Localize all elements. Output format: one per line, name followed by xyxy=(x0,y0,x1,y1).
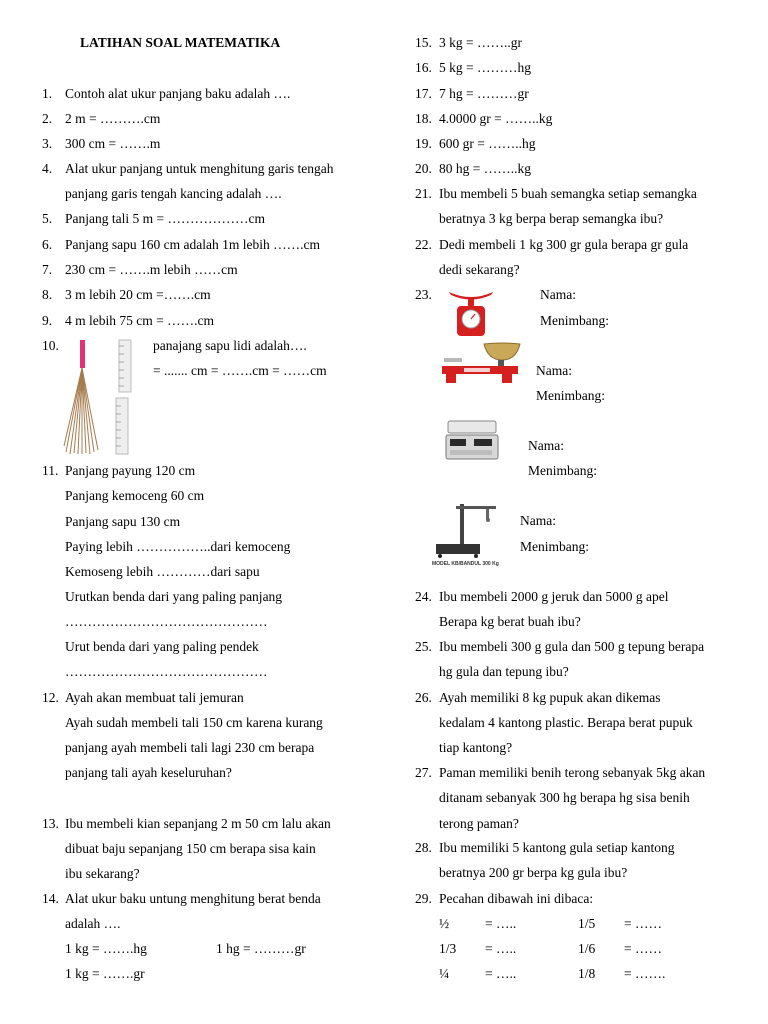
question-number: 12. xyxy=(42,690,59,705)
question-text: Ibu memiliki 5 kantong gula setiap kantong xyxy=(439,840,675,855)
fraction: 1/5 xyxy=(578,916,596,931)
question-text: Ayah akan membuat tali jemuran xyxy=(65,690,244,705)
question-number: 29. xyxy=(415,891,432,906)
question-number: 21. xyxy=(415,186,432,201)
question-number: 7. xyxy=(42,262,53,277)
question-text: Ibu membeli 2000 g jeruk dan 5000 g apel xyxy=(439,589,669,604)
question-text: Ayah sudah membeli tali 150 cm karena kurang xyxy=(65,715,323,730)
scale-name-label: Nama: xyxy=(528,438,564,453)
fraction-answer: = ….. xyxy=(485,916,517,931)
question-number: 9. xyxy=(42,313,53,328)
question-text: beratnya 200 gr berpa kg gula ibu? xyxy=(439,865,628,880)
question-number: 23. xyxy=(415,287,432,302)
question-text: Panjang sapu 130 cm xyxy=(65,514,181,529)
question-text: Urut benda dari yang paling pendek xyxy=(65,639,259,654)
question-text: adalah …. xyxy=(65,916,121,931)
question-text: Urutkan benda dari yang paling panjang xyxy=(65,589,283,604)
question-text: 3 kg = ……..gr xyxy=(439,35,522,50)
question-text: 230 cm = …….m lebih ……cm xyxy=(65,262,238,277)
question-text: 4.0000 gr = ……..kg xyxy=(439,111,553,126)
question-number: 18. xyxy=(415,111,432,126)
question-number: 28. xyxy=(415,840,432,855)
question-number: 17. xyxy=(415,86,432,101)
question-text: Ibu membeli 300 g gula dan 500 g tepung berapa xyxy=(439,639,705,654)
fraction-answer: = …… xyxy=(624,941,662,956)
question-text: kedalam 4 kantong plastic. Berapa berat pupuk xyxy=(439,715,693,730)
question-text: ditanam sebanyak 300 hg berapa hg sisa benih xyxy=(439,790,690,805)
question-number: 27. xyxy=(415,765,432,780)
fraction: 1/8 xyxy=(578,966,596,981)
question-number: 24. xyxy=(415,589,432,604)
question-number: 3. xyxy=(42,136,53,151)
scale-weighs-label: Menimbang: xyxy=(540,313,609,328)
question-text: 1 hg = ………gr xyxy=(216,941,306,956)
question-number: 1. xyxy=(42,86,53,101)
answer-line: ……………………………………… xyxy=(65,664,268,679)
fraction-answer: = …… xyxy=(624,916,662,931)
answer-line: ……………………………………… xyxy=(65,614,268,629)
question-text: panajang sapu lidi adalah…. xyxy=(153,338,307,353)
fraction-answer: = ….. xyxy=(485,941,517,956)
scale-name-label: Nama: xyxy=(520,513,556,528)
question-number: 26. xyxy=(415,690,432,705)
question-text: = ....... cm = …….cm = ……cm xyxy=(153,363,327,378)
kitchen-scale-icon xyxy=(447,286,495,338)
question-text: Berapa kg berat buah ibu? xyxy=(439,614,581,629)
question-number: 10. xyxy=(42,338,59,353)
question-number: 11. xyxy=(42,463,59,478)
platform-scale-icon xyxy=(430,498,502,568)
question-number: 20. xyxy=(415,161,432,176)
fraction: ¼ xyxy=(439,966,450,981)
question-text: Panjang tali 5 m = ………………cm xyxy=(65,211,265,226)
question-number: 14. xyxy=(42,891,59,906)
page-title: LATIHAN SOAL MATEMATIKA xyxy=(80,35,281,50)
question-text: dedi sekarang? xyxy=(439,262,520,277)
scale-model-caption: MODEL KB/BANDUL 300 Kg xyxy=(432,561,499,567)
question-number: 25. xyxy=(415,639,432,654)
scale-weighs-label: Menimbang: xyxy=(528,463,597,478)
fraction: 1/6 xyxy=(578,941,596,956)
question-number: 8. xyxy=(42,287,53,302)
question-number: 19. xyxy=(415,136,432,151)
question-text: terong paman? xyxy=(439,816,519,831)
question-number: 6. xyxy=(42,237,53,252)
question-text: Paman memiliki benih terong sebanyak 5kg akan xyxy=(439,765,706,780)
fraction-answer: = ….. xyxy=(485,966,517,981)
question-text: beratnya 3 kg berpa berap semangka ibu? xyxy=(439,211,664,226)
question-number: 15. xyxy=(415,35,432,50)
question-text: Panjang kemoceng 60 cm xyxy=(65,488,205,503)
question-text: panjang tali ayah keseluruhan? xyxy=(65,765,232,780)
question-number: 4. xyxy=(42,161,53,176)
scale-weighs-label: Menimbang: xyxy=(536,388,605,403)
question-text: Alat ukur panjang untuk menghitung garis tengah xyxy=(65,161,334,176)
question-text: Ibu membeli kian sepanjang 2 m 50 cm lalu akan xyxy=(65,816,331,831)
question-text: Kemoseng lebih …………dari sapu xyxy=(65,564,260,579)
fraction-answer: = ……. xyxy=(624,966,666,981)
question-text: Contoh alat ukur panjang baku adalah …. xyxy=(65,86,291,101)
scale-name-label: Nama: xyxy=(536,363,572,378)
question-number: 13. xyxy=(42,816,59,831)
question-text: Dedi membeli 1 kg 300 gr gula berapa gr gula xyxy=(439,237,689,252)
digital-scale-icon xyxy=(444,419,500,461)
question-text: 7 hg = ………gr xyxy=(439,86,529,101)
question-text: Panjang sapu 160 cm adalah 1m lebih …….cm xyxy=(65,237,320,252)
question-text: Ayah memiliki 8 kg pupuk akan dikemas xyxy=(439,690,661,705)
question-text: 600 gr = ……..hg xyxy=(439,136,536,151)
question-text: 4 m lebih 75 cm = …….cm xyxy=(65,313,214,328)
question-text: 1 kg = …….hg xyxy=(65,941,147,956)
question-text: hg gula dan tepung ibu? xyxy=(439,664,569,679)
question-number: 5. xyxy=(42,211,53,226)
question-text: 5 kg = ………hg xyxy=(439,60,531,75)
question-text: Paying lebih ……………..dari kemoceng xyxy=(65,539,291,554)
question-text: Ibu membeli 5 buah semangka setiap semangka xyxy=(439,186,697,201)
question-text: panjang ayah membeli tali lagi 230 cm berapa xyxy=(65,740,315,755)
question-text: dibuat baju sepanjang 150 cm berapa sisa kain xyxy=(65,841,316,856)
question-text: 2 m = ……….cm xyxy=(65,111,161,126)
question-text: 300 cm = …….m xyxy=(65,136,161,151)
question-number: 2. xyxy=(42,111,53,126)
fraction: ½ xyxy=(439,916,450,931)
question-text: 1 kg = …….gr xyxy=(65,966,145,981)
scale-name-label: Nama: xyxy=(540,287,576,302)
question-text: tiap kantong? xyxy=(439,740,513,755)
question-text: Panjang payung 120 cm xyxy=(65,463,196,478)
question-text: 3 m lebih 20 cm =…….cm xyxy=(65,287,211,302)
balance-scale-icon xyxy=(440,340,522,385)
question-number: 16. xyxy=(415,60,432,75)
broom-ruler-icon xyxy=(62,338,157,456)
question-text: ibu sekarang? xyxy=(65,866,140,881)
fraction: 1/3 xyxy=(439,941,457,956)
scale-weighs-label: Menimbang: xyxy=(520,539,589,554)
question-text: 80 hg = ……..kg xyxy=(439,161,531,176)
question-text: Pecahan dibawah ini dibaca: xyxy=(439,891,594,906)
question-number: 22. xyxy=(415,237,432,252)
question-text: Alat ukur baku untung menghitung berat benda xyxy=(65,891,321,906)
question-text: panjang garis tengah kancing adalah …. xyxy=(65,186,282,201)
